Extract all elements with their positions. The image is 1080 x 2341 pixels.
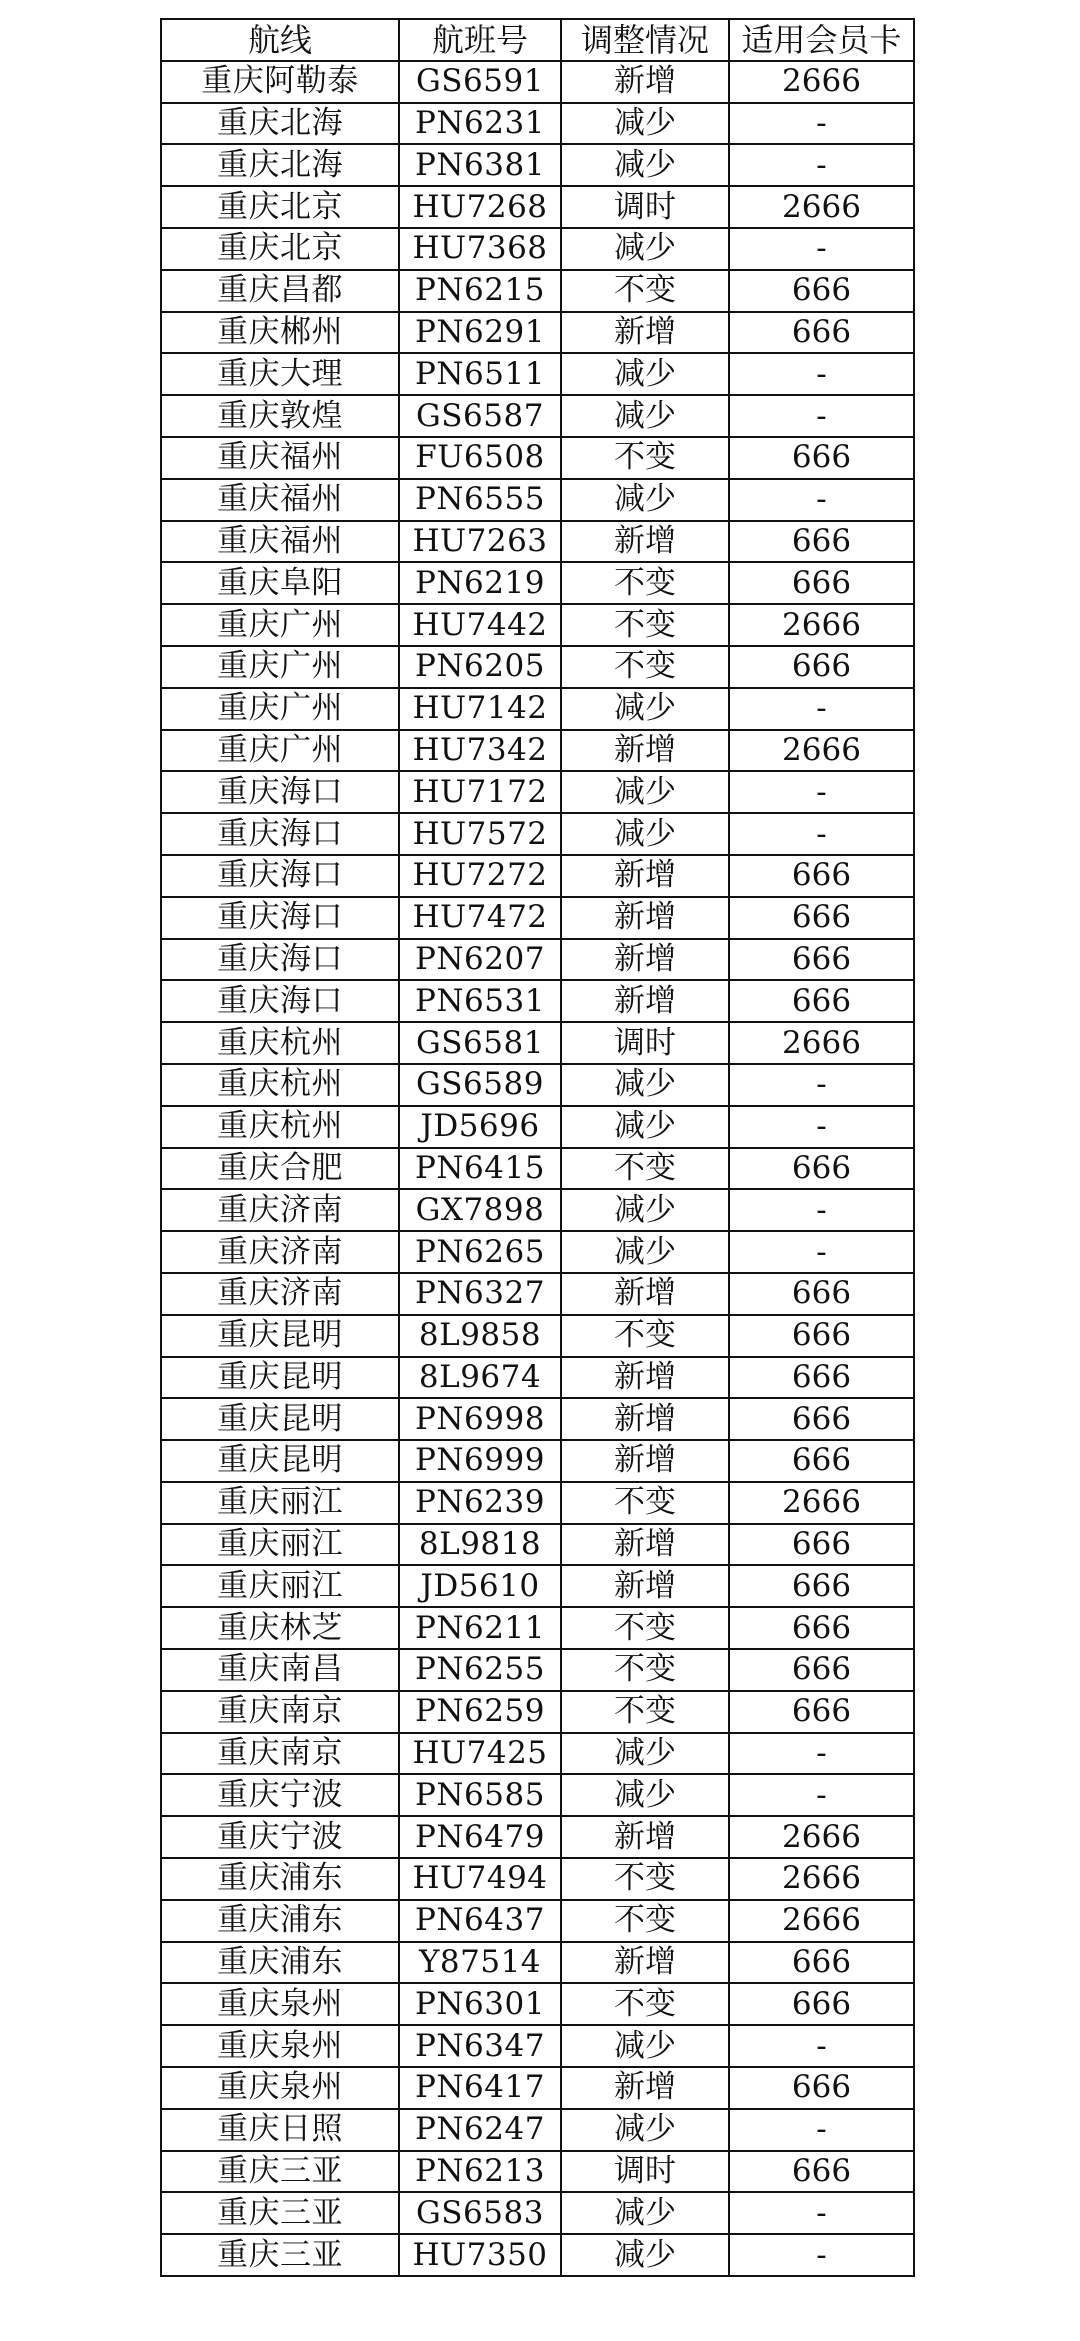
member-card-cell: 666 <box>729 646 914 688</box>
flight-number-cell: GS6587 <box>399 395 561 437</box>
route-cell: 重庆福州 <box>161 479 399 521</box>
flight-number-cell: PN6479 <box>399 1816 561 1858</box>
flight-number-cell: GS6589 <box>399 1064 561 1106</box>
table-row <box>161 897 914 939</box>
flight-number-cell: PN6585 <box>399 1774 561 1816</box>
table-row <box>161 521 914 563</box>
route-cell: 重庆日照 <box>161 2109 399 2151</box>
table-row <box>161 1900 914 1942</box>
table-body <box>161 61 914 2276</box>
route-cell: 重庆广州 <box>161 730 399 772</box>
table-row <box>161 980 914 1022</box>
route-cell: 重庆济南 <box>161 1189 399 1231</box>
table-row <box>161 604 914 646</box>
route-cell: 重庆泉州 <box>161 1983 399 2025</box>
table-row <box>161 270 914 312</box>
route-cell: 重庆泉州 <box>161 2067 399 2109</box>
table-row <box>161 939 914 981</box>
member-card-cell: - <box>729 1733 914 1775</box>
flight-number-cell: 8L9858 <box>399 1315 561 1357</box>
adjustment-cell: 调时 <box>561 2151 729 2193</box>
member-card-cell: 666 <box>729 1691 914 1733</box>
table-row <box>161 688 914 730</box>
flight-number-cell: PN6347 <box>399 2025 561 2067</box>
route-cell: 重庆三亚 <box>161 2151 399 2193</box>
member-card-cell: 666 <box>729 521 914 563</box>
member-card-cell: 666 <box>729 1565 914 1607</box>
adjustment-cell: 减少 <box>561 2192 729 2234</box>
table-row <box>161 646 914 688</box>
flight-number-cell: PN6255 <box>399 1649 561 1691</box>
table-row <box>161 2067 914 2109</box>
member-card-cell: 666 <box>729 1524 914 1566</box>
table-row <box>161 1816 914 1858</box>
adjustment-cell: 不变 <box>561 1148 729 1190</box>
member-card-cell: 666 <box>729 437 914 479</box>
flight-number-cell: PN6231 <box>399 103 561 145</box>
adjustment-cell: 新增 <box>561 1398 729 1440</box>
flight-number-cell: HU7572 <box>399 813 561 855</box>
route-cell: 重庆浦东 <box>161 1942 399 1984</box>
flight-number-cell: PN6265 <box>399 1231 561 1273</box>
flight-adjustment-table <box>160 18 915 2277</box>
adjustment-cell: 不变 <box>561 1858 729 1900</box>
adjustment-cell: 不变 <box>561 646 729 688</box>
route-cell: 重庆杭州 <box>161 1064 399 1106</box>
flight-number-cell: PN6531 <box>399 980 561 1022</box>
table-row <box>161 771 914 813</box>
adjustment-cell: 新增 <box>561 1942 729 1984</box>
adjustment-cell: 新增 <box>561 521 729 563</box>
table-row <box>161 479 914 521</box>
member-card-cell: 2666 <box>729 61 914 103</box>
member-card-cell: - <box>729 813 914 855</box>
route-cell: 重庆昆明 <box>161 1440 399 1482</box>
flight-number-cell: PN6211 <box>399 1607 561 1649</box>
table-row <box>161 562 914 604</box>
route-cell: 重庆浦东 <box>161 1900 399 1942</box>
adjustment-cell: 新增 <box>561 1440 729 1482</box>
route-cell: 重庆北海 <box>161 103 399 145</box>
route-cell: 重庆海口 <box>161 813 399 855</box>
adjustment-cell: 减少 <box>561 395 729 437</box>
member-card-cell: 2666 <box>729 1900 914 1942</box>
flight-number-cell: 8L9674 <box>399 1357 561 1399</box>
route-cell: 重庆北海 <box>161 144 399 186</box>
member-card-cell: 666 <box>729 1942 914 1984</box>
table-row <box>161 1942 914 1984</box>
flight-number-cell: PN6437 <box>399 1900 561 1942</box>
flight-number-cell: PN6511 <box>399 353 561 395</box>
route-cell: 重庆昆明 <box>161 1357 399 1399</box>
route-cell: 重庆泉州 <box>161 2025 399 2067</box>
adjustment-cell: 新增 <box>561 730 729 772</box>
table-row <box>161 1357 914 1399</box>
flight-number-cell: PN6998 <box>399 1398 561 1440</box>
member-card-cell: 666 <box>729 1983 914 2025</box>
route-cell: 重庆海口 <box>161 771 399 813</box>
member-card-cell: - <box>729 771 914 813</box>
adjustment-cell: 不变 <box>561 1607 729 1649</box>
member-card-cell: 2666 <box>729 1482 914 1524</box>
member-card-cell: - <box>729 1231 914 1273</box>
adjustment-cell: 新增 <box>561 980 729 1022</box>
table-row <box>161 1482 914 1524</box>
flight-number-cell: HU7268 <box>399 186 561 228</box>
member-card-cell: 2666 <box>729 1858 914 1900</box>
table-row <box>161 2234 914 2276</box>
flight-number-cell: HU7425 <box>399 1733 561 1775</box>
adjustment-cell: 不变 <box>561 1983 729 2025</box>
member-card-cell: 666 <box>729 1315 914 1357</box>
flight-number-cell: GX7898 <box>399 1189 561 1231</box>
table-row <box>161 186 914 228</box>
flight-number-cell: PN6219 <box>399 562 561 604</box>
flight-number-cell: PN6415 <box>399 1148 561 1190</box>
route-cell: 重庆丽江 <box>161 1565 399 1607</box>
member-card-cell: 666 <box>729 312 914 354</box>
member-card-cell: - <box>729 2234 914 2276</box>
member-card-cell: - <box>729 479 914 521</box>
route-cell: 重庆南昌 <box>161 1649 399 1691</box>
adjustment-cell: 减少 <box>561 1189 729 1231</box>
route-cell: 重庆海口 <box>161 980 399 1022</box>
flight-number-cell: HU7272 <box>399 855 561 897</box>
table-row <box>161 1733 914 1775</box>
member-card-cell: 666 <box>729 855 914 897</box>
flight-number-cell: PN6291 <box>399 312 561 354</box>
adjustment-cell: 新增 <box>561 1524 729 1566</box>
route-cell: 重庆济南 <box>161 1273 399 1315</box>
table-row <box>161 855 914 897</box>
member-card-cell: - <box>729 2192 914 2234</box>
route-cell: 重庆昆明 <box>161 1398 399 1440</box>
flight-number-cell: PN6239 <box>399 1482 561 1524</box>
table-row <box>161 1774 914 1816</box>
route-cell: 重庆广州 <box>161 646 399 688</box>
adjustment-cell: 调时 <box>561 186 729 228</box>
member-card-cell: 2666 <box>729 1816 914 1858</box>
route-cell: 重庆广州 <box>161 604 399 646</box>
table-row <box>161 813 914 855</box>
adjustment-cell: 不变 <box>561 562 729 604</box>
member-card-cell: 666 <box>729 562 914 604</box>
adjustment-cell: 不变 <box>561 270 729 312</box>
member-card-cell: - <box>729 1774 914 1816</box>
table-row <box>161 1106 914 1148</box>
table-row <box>161 1691 914 1733</box>
adjustment-cell: 新增 <box>561 2067 729 2109</box>
flight-number-cell: HU7368 <box>399 228 561 270</box>
adjustment-cell: 新增 <box>561 1565 729 1607</box>
route-cell: 重庆福州 <box>161 437 399 479</box>
table-row <box>161 1398 914 1440</box>
flight-number-cell: PN6205 <box>399 646 561 688</box>
flight-number-cell: HU7342 <box>399 730 561 772</box>
adjustment-cell: 减少 <box>561 144 729 186</box>
member-card-cell: 666 <box>729 270 914 312</box>
member-card-cell: 666 <box>729 980 914 1022</box>
flight-number-cell: GS6583 <box>399 2192 561 2234</box>
adjustment-cell: 减少 <box>561 353 729 395</box>
adjustment-cell: 减少 <box>561 813 729 855</box>
route-cell: 重庆林芝 <box>161 1607 399 1649</box>
table-row <box>161 1189 914 1231</box>
table-header <box>161 19 914 61</box>
route-cell: 重庆杭州 <box>161 1106 399 1148</box>
route-cell: 重庆丽江 <box>161 1482 399 1524</box>
flight-number-cell: FU6508 <box>399 437 561 479</box>
flight-number-cell: HU7263 <box>399 521 561 563</box>
route-cell: 重庆济南 <box>161 1231 399 1273</box>
adjustment-cell: 不变 <box>561 1482 729 1524</box>
member-card-cell: 666 <box>729 1649 914 1691</box>
route-cell: 重庆福州 <box>161 521 399 563</box>
member-card-cell: - <box>729 1064 914 1106</box>
route-cell: 重庆杭州 <box>161 1022 399 1064</box>
route-cell: 重庆大理 <box>161 353 399 395</box>
flight-number-cell: HU7494 <box>399 1858 561 1900</box>
table-row <box>161 1649 914 1691</box>
adjustment-cell: 不变 <box>561 1900 729 1942</box>
flight-number-cell: HU7142 <box>399 688 561 730</box>
adjustment-cell: 新增 <box>561 855 729 897</box>
member-card-cell: 666 <box>729 1440 914 1482</box>
table-row <box>161 730 914 772</box>
adjustment-cell: 减少 <box>561 2025 729 2067</box>
adjustment-cell: 新增 <box>561 897 729 939</box>
table-row <box>161 144 914 186</box>
route-cell: 重庆昆明 <box>161 1315 399 1357</box>
flight-number-cell: PN6301 <box>399 1983 561 2025</box>
adjustment-cell: 新增 <box>561 939 729 981</box>
flight-number-cell: 8L9818 <box>399 1524 561 1566</box>
table-row <box>161 2025 914 2067</box>
route-cell: 重庆阜阳 <box>161 562 399 604</box>
table-row <box>161 2109 914 2151</box>
member-card-cell: 666 <box>729 1148 914 1190</box>
member-card-cell: 666 <box>729 1398 914 1440</box>
member-card-cell: - <box>729 353 914 395</box>
adjustment-cell: 减少 <box>561 228 729 270</box>
route-cell: 重庆三亚 <box>161 2192 399 2234</box>
adjustment-cell: 减少 <box>561 688 729 730</box>
adjustment-cell: 减少 <box>561 479 729 521</box>
route-cell: 重庆宁波 <box>161 1816 399 1858</box>
member-card-cell: - <box>729 1189 914 1231</box>
route-cell: 重庆阿勒泰 <box>161 61 399 103</box>
adjustment-cell: 新增 <box>561 1816 729 1858</box>
table-row <box>161 1273 914 1315</box>
adjustment-cell: 不变 <box>561 604 729 646</box>
adjustment-cell: 不变 <box>561 1691 729 1733</box>
adjustment-cell: 减少 <box>561 103 729 145</box>
flight-number-cell: HU7350 <box>399 2234 561 2276</box>
flight-number-cell: Y87514 <box>399 1942 561 1984</box>
route-cell: 重庆合肥 <box>161 1148 399 1190</box>
route-cell: 重庆郴州 <box>161 312 399 354</box>
flight-number-cell: PN6555 <box>399 479 561 521</box>
adjustment-cell: 不变 <box>561 1649 729 1691</box>
member-card-cell: - <box>729 2025 914 2067</box>
flight-number-cell: JD5610 <box>399 1565 561 1607</box>
header-member-card: 适用会员卡 <box>729 19 914 61</box>
table-row <box>161 437 914 479</box>
table-row <box>161 1607 914 1649</box>
route-cell: 重庆北京 <box>161 186 399 228</box>
member-card-cell: 2666 <box>729 1022 914 1064</box>
member-card-cell: 2666 <box>729 186 914 228</box>
route-cell: 重庆宁波 <box>161 1774 399 1816</box>
member-card-cell: 666 <box>729 2067 914 2109</box>
adjustment-cell: 减少 <box>561 2234 729 2276</box>
flight-number-cell: PN6207 <box>399 939 561 981</box>
flight-number-cell: PN6381 <box>399 144 561 186</box>
member-card-cell: 2666 <box>729 604 914 646</box>
adjustment-cell: 不变 <box>561 437 729 479</box>
flight-number-cell: PN6417 <box>399 2067 561 2109</box>
table-row <box>161 1565 914 1607</box>
adjustment-cell: 新增 <box>561 1273 729 1315</box>
adjustment-cell: 不变 <box>561 1315 729 1357</box>
header-row <box>161 19 914 61</box>
adjustment-cell: 新增 <box>561 1357 729 1399</box>
route-cell: 重庆海口 <box>161 855 399 897</box>
route-cell: 重庆丽江 <box>161 1524 399 1566</box>
member-card-cell: 666 <box>729 1273 914 1315</box>
member-card-cell: - <box>729 103 914 145</box>
route-cell: 重庆敦煌 <box>161 395 399 437</box>
flight-number-cell: PN6327 <box>399 1273 561 1315</box>
table-row <box>161 2151 914 2193</box>
header-route: 航线 <box>161 19 399 61</box>
table-row <box>161 312 914 354</box>
member-card-cell: 666 <box>729 1607 914 1649</box>
route-cell: 重庆海口 <box>161 939 399 981</box>
flight-number-cell: JD5696 <box>399 1106 561 1148</box>
table-row <box>161 1524 914 1566</box>
flight-number-cell: GS6591 <box>399 61 561 103</box>
route-cell: 重庆浦东 <box>161 1858 399 1900</box>
flight-number-cell: PN6999 <box>399 1440 561 1482</box>
route-cell: 重庆北京 <box>161 228 399 270</box>
flight-number-cell: PN6259 <box>399 1691 561 1733</box>
adjustment-cell: 减少 <box>561 1064 729 1106</box>
member-card-cell: 666 <box>729 939 914 981</box>
route-cell: 重庆南京 <box>161 1691 399 1733</box>
table-row <box>161 1231 914 1273</box>
table-row <box>161 103 914 145</box>
member-card-cell: - <box>729 688 914 730</box>
adjustment-cell: 调时 <box>561 1022 729 1064</box>
table-row <box>161 61 914 103</box>
flight-number-cell: HU7442 <box>399 604 561 646</box>
flight-schedule-sheet <box>160 18 913 2277</box>
table-row <box>161 1148 914 1190</box>
member-card-cell: 666 <box>729 1357 914 1399</box>
table-row <box>161 228 914 270</box>
member-card-cell: - <box>729 144 914 186</box>
flight-number-cell: HU7172 <box>399 771 561 813</box>
member-card-cell: - <box>729 1106 914 1148</box>
table-row <box>161 395 914 437</box>
route-cell: 重庆广州 <box>161 688 399 730</box>
header-flight-number: 航班号 <box>399 19 561 61</box>
adjustment-cell: 减少 <box>561 1774 729 1816</box>
table-row <box>161 1315 914 1357</box>
table-row <box>161 353 914 395</box>
adjustment-cell: 减少 <box>561 771 729 813</box>
table-row <box>161 1983 914 2025</box>
route-cell: 重庆三亚 <box>161 2234 399 2276</box>
flight-number-cell: GS6581 <box>399 1022 561 1064</box>
route-cell: 重庆海口 <box>161 897 399 939</box>
member-card-cell: - <box>729 2109 914 2151</box>
member-card-cell: - <box>729 228 914 270</box>
table-row <box>161 1064 914 1106</box>
member-card-cell: 2666 <box>729 730 914 772</box>
header-adjustment: 调整情况 <box>561 19 729 61</box>
flight-number-cell: PN6247 <box>399 2109 561 2151</box>
adjustment-cell: 减少 <box>561 2109 729 2151</box>
table-row <box>161 1022 914 1064</box>
flight-number-cell: PN6215 <box>399 270 561 312</box>
adjustment-cell: 新增 <box>561 312 729 354</box>
adjustment-cell: 减少 <box>561 1733 729 1775</box>
adjustment-cell: 减少 <box>561 1106 729 1148</box>
route-cell: 重庆昌都 <box>161 270 399 312</box>
member-card-cell: 666 <box>729 897 914 939</box>
adjustment-cell: 减少 <box>561 1231 729 1273</box>
adjustment-cell: 新增 <box>561 61 729 103</box>
table-row <box>161 1440 914 1482</box>
member-card-cell: 666 <box>729 2151 914 2193</box>
flight-number-cell: HU7472 <box>399 897 561 939</box>
table-row <box>161 2192 914 2234</box>
flight-number-cell: PN6213 <box>399 2151 561 2193</box>
route-cell: 重庆南京 <box>161 1733 399 1775</box>
member-card-cell: - <box>729 395 914 437</box>
table-row <box>161 1858 914 1900</box>
